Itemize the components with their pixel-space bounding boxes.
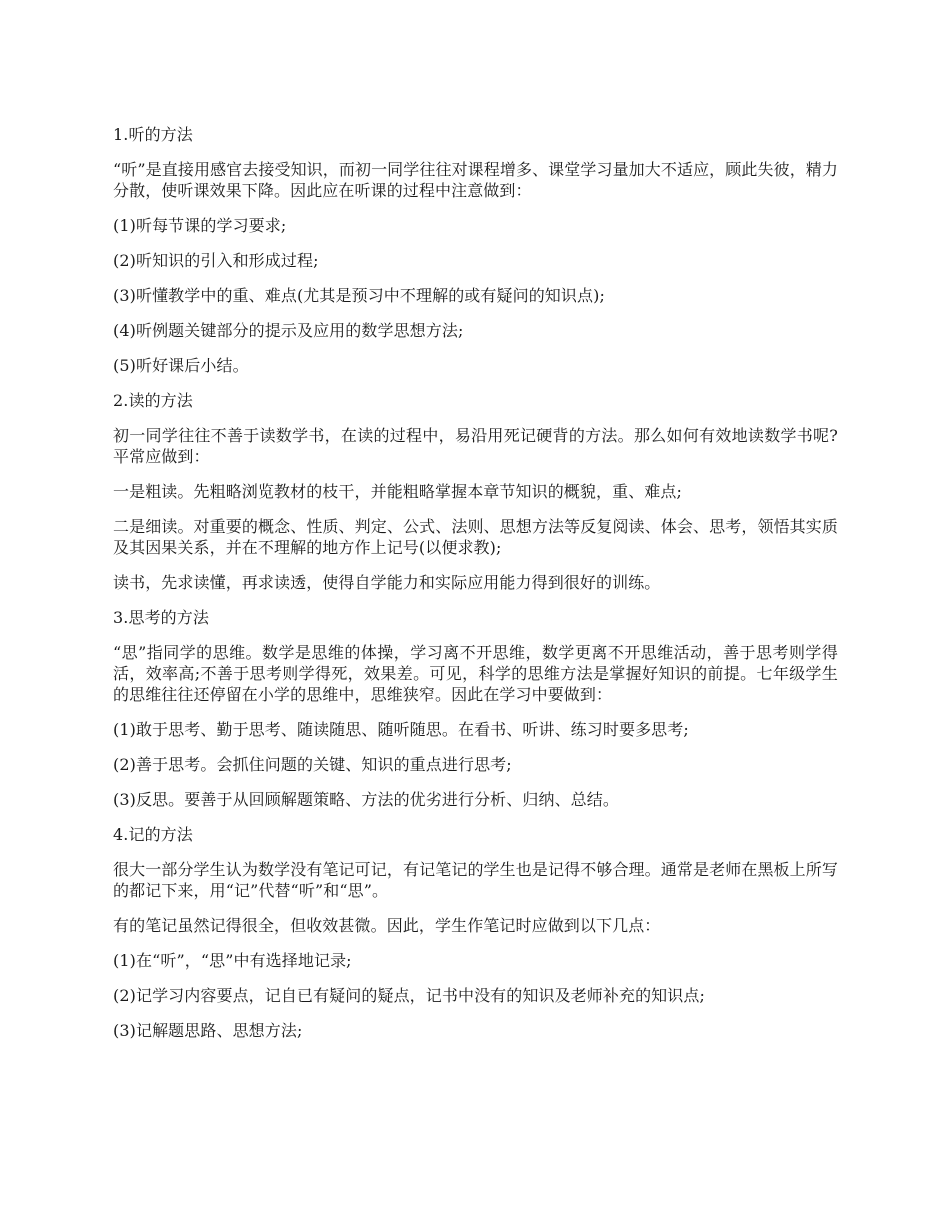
paragraph: 一是粗读。先粗略浏览教材的枝干，并能粗略掌握本章节知识的概貌，重、难点; (113, 482, 682, 501)
list-item: (5)听好课后小结。 (113, 356, 249, 375)
section-heading-thinking: 3.思考的方法 (113, 608, 209, 627)
paragraph: 初一同学往往不善于读数学书，在读的过程中，易沿用死记硬背的方法。那么如何有效地读数学书呢?平常应做到： (113, 426, 838, 466)
paragraph: “听”是直接用感官去接受知识，而初一同学往往对课程增多、课堂学习量加大不适应，顾此失彼，精力分散，使听课效果下降。因此应在听课的过程中注意做到： (113, 160, 838, 200)
paragraph: 读书，先求读懂，再求读透，使得自学能力和实际应用能力得到很好的训练。 (113, 573, 661, 592)
section-heading-listening: 1.听的方法 (113, 125, 193, 144)
paragraph: 很大一部分学生认为数学没有笔记可记，有记笔记的学生也是记得不够合理。通常是老师在黑板上所写的都记下来，用“记”代替“听”和“思”。 (113, 860, 838, 900)
list-item: (1)听每节课的学习要求; (113, 216, 287, 235)
document-page (113, 124, 838, 1055)
list-item: (2)听知识的引入和形成过程; (113, 251, 319, 270)
paragraph: 有的笔记虽然记得很全，但收效甚微。因此，学生作笔记时应做到以下几点： (113, 916, 661, 935)
section-heading-notes: 4.记的方法 (113, 825, 193, 844)
section-heading-reading: 2.读的方法 (113, 391, 193, 410)
list-item: (4)听例题关键部分的提示及应用的数学思想方法; (113, 321, 464, 340)
list-item: (3)反思。要善于从回顾解题策略、方法的优劣进行分析、归纳、总结。 (113, 790, 619, 809)
paragraph: “思”指同学的思维。数学是思维的体操，学习离不开思维，数学更离不开思维活动，善于思考则学得活，效率高;不善于思考则学得死，效果差。可见，科学的思维方法是掌握好知识的前提。七年级学生的思维往往还停留在小学的思维中，思维狭窄。因此在学习中要做到： (113, 643, 838, 704)
list-item: (2)记学习内容要点，记自已有疑问的疑点，记书中没有的知识及老师补充的知识点; (113, 986, 705, 1005)
list-item: (1)在“听”，“思”中有选择地记录; (113, 951, 352, 970)
list-item: (2)善于思考。会抓住问题的关键、知识的重点进行思考; (113, 755, 512, 774)
list-item: (1)敢于思考、勤于思考、随读随思、随听随思。在看书、听讲、练习时要多思考; (113, 720, 689, 739)
list-item: (3)听懂教学中的重、难点(尤其是预习中不理解的或有疑问的知识点); (113, 286, 605, 305)
list-item: (3)记解题思路、思想方法; (113, 1021, 303, 1040)
paragraph: 二是细读。对重要的概念、性质、判定、公式、法则、思想方法等反复阅读、体会、思考，领悟其实质及其因果关系，并在不理解的地方作上记号(以便求教); (113, 517, 838, 557)
